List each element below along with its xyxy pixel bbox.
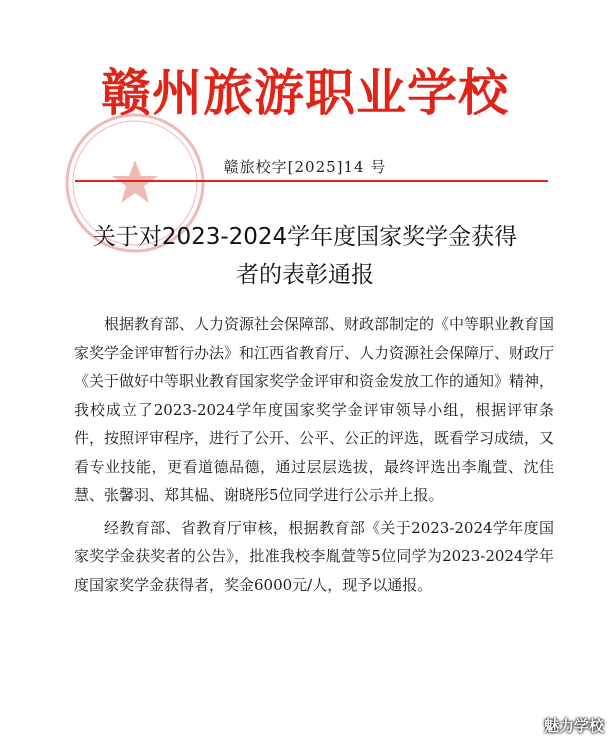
notice-title [60,218,550,294]
document-number: 赣旅校字[2025]14 号 [223,158,387,176]
school-name-header: 赣州旅游职业学校 [101,64,509,122]
notice-title-line-1: 关于对2023-2024学年度国家奖学金获得 [92,224,518,250]
notice-title-line-2: 者的表彰通报 [236,262,374,288]
notice-body [74,310,554,603]
red-divider-line [75,180,548,182]
body-paragraph-1: 根据教育部、人力资源社会保障部、财政部制定的《中等职业教育国家奖学金评审暂行办法》和江西省教育厅、人力资源社会保障厅、财政厅《关于做好中等职业教育国家奖学金评审和资金发放工作的通知》精神，我校成立了2023-2024学年度国家奖学金评审领导小组，根据评审条件，按照评审程序，进行了公开、公平、公正的评选，既看学习成绩，又看专业技能，更看道德品德，通过层层选拔，最终评选出李胤萱、沈佳慧、张馨羽、郑其榀、谢晓彤5位同学进行公示并上报。 [74,315,555,504]
body-paragraph-2: 经教育部、省教育厅审核，根据教育部《关于2023-2024学年度国家奖学金获奖者的公告》，批准我校李胤萱等5位同学为2023-2024学年度国家奖学金获得者，奖金6000元/人，现予以通报。 [74,518,554,594]
watermark-label: 魅力学校 [543,717,604,735]
